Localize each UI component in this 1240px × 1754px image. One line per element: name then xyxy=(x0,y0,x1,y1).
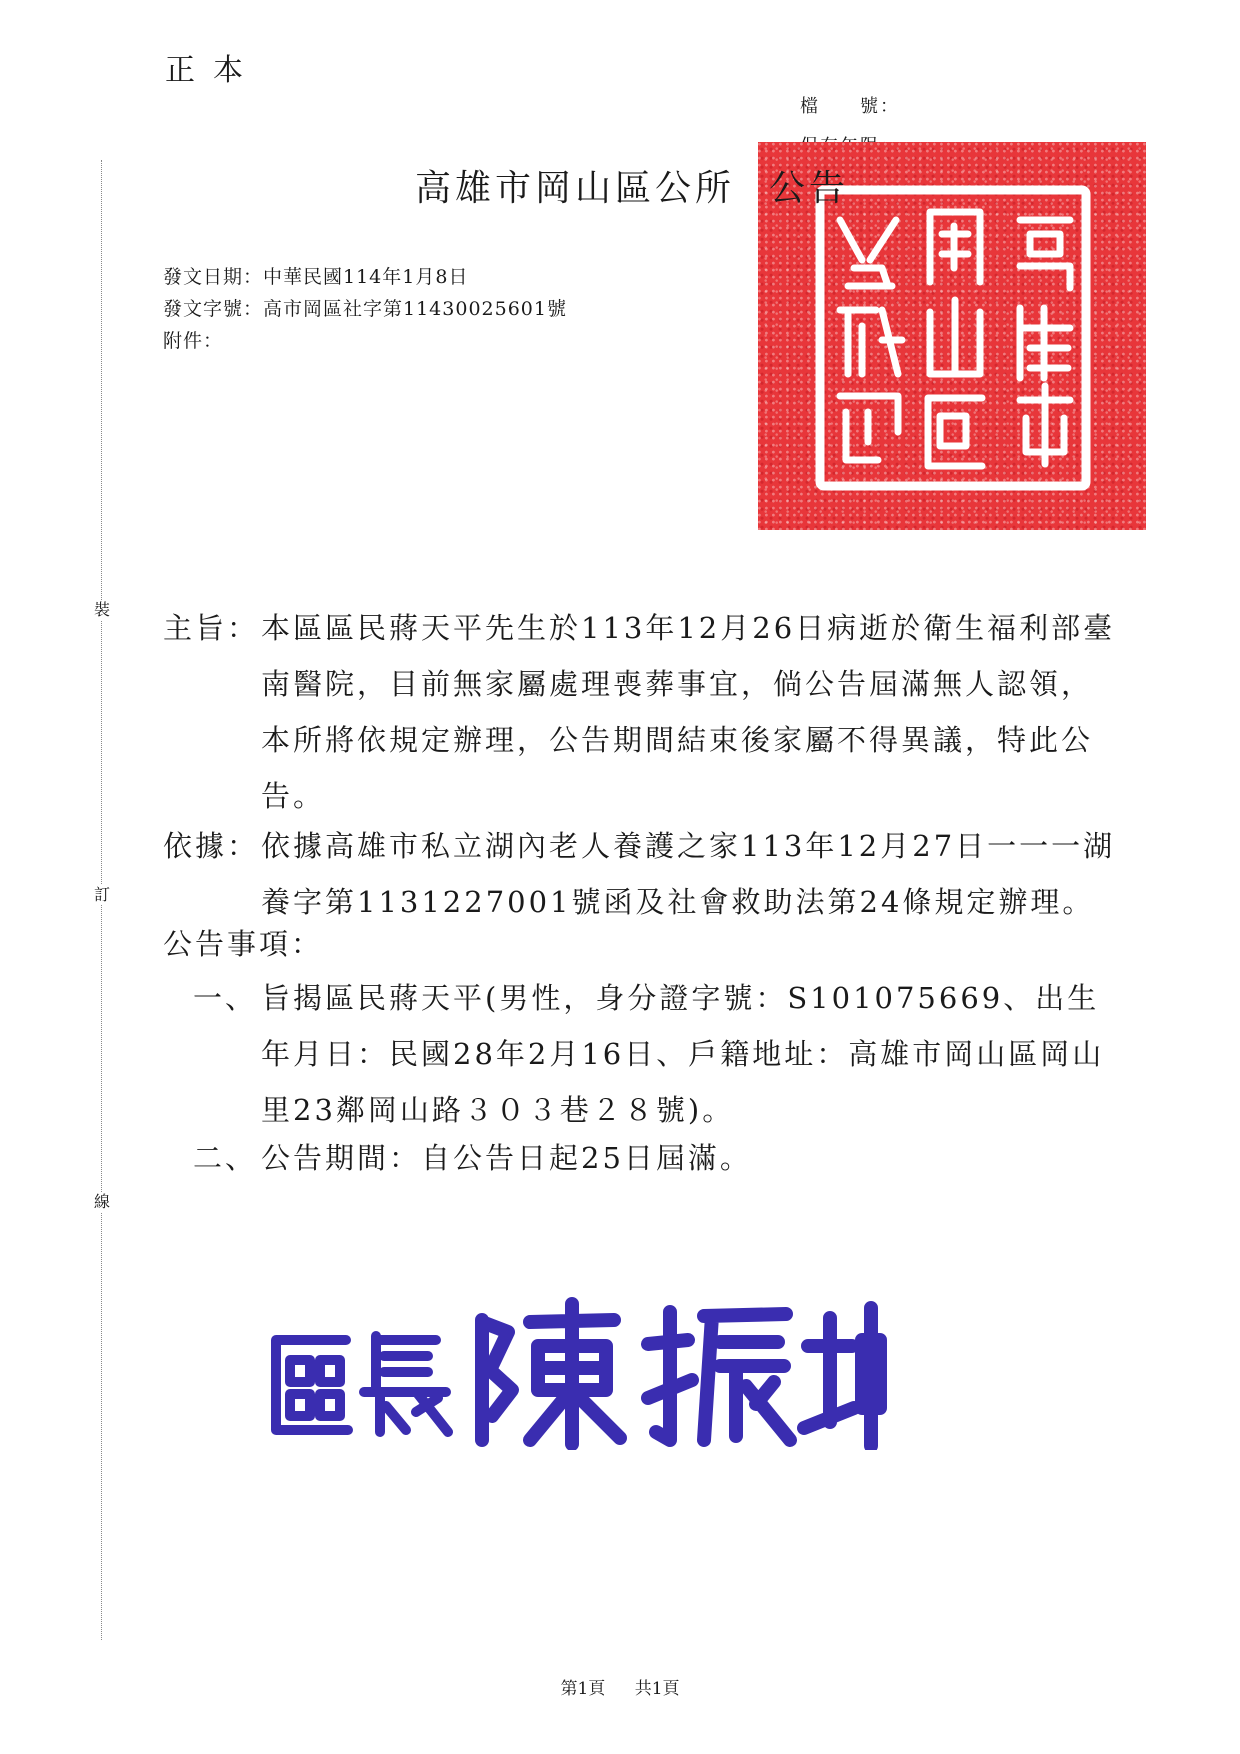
page-number: 第1頁 xyxy=(560,1679,606,1699)
item-number: 一、 xyxy=(193,981,258,1015)
binding-mark-ding: 訂 xyxy=(93,885,110,904)
document-title xyxy=(415,160,849,211)
subject-label: 主旨： xyxy=(163,611,260,645)
file-number-label: 檔 號： xyxy=(800,96,900,117)
binding-mark-xian: 線 xyxy=(93,1192,110,1211)
item-text: 公告期間：自公告日起25日屆滿。 xyxy=(261,1141,752,1175)
attachment-label: 附件： xyxy=(163,330,224,352)
item-number: 二、 xyxy=(193,1141,258,1175)
document-type: 公告 xyxy=(769,168,850,209)
agency-name: 高雄市岡山區公所 xyxy=(415,168,736,209)
subject-text: 本區區民蔣天平先生於113年12月26日病逝於衛生福利部臺南醫院，目前無家屬處理喪葬事宜，倘公告屆滿無人認領，本所將依規定辦理，公告期間結束後家屬不得異議，特此公告。 xyxy=(261,611,1116,813)
notice-item xyxy=(193,1130,1123,1186)
subject-section xyxy=(163,600,1123,824)
page-total: 共1頁 xyxy=(634,1679,680,1699)
basis-text: 依據高雄市私立湖內老人養護之家113年12月27日一一一湖養字第1131227001號函及社會救助法第24條規定辦理。 xyxy=(261,829,1116,919)
binding-mark-zhuang: 裝 xyxy=(93,600,110,619)
item-text: 旨揭區民蔣天平(男性，身分證字號：S101075669、出生年月日：民國28年2月16日、戶籍地址：高雄市岡山區岡山里23鄰岡山路３０３巷２８號)。 xyxy=(261,981,1105,1127)
issue-date: 發文日期：中華民國114年1月8日 xyxy=(163,266,469,288)
signature-glyphs xyxy=(268,1290,888,1450)
basis-section xyxy=(163,818,1123,930)
signature-stamp xyxy=(268,1290,888,1450)
items-heading: 公告事項： xyxy=(163,927,324,961)
notice-item xyxy=(193,970,1123,1138)
reference-number: 發文字號：高市岡區社字第11430025601號 xyxy=(163,298,567,320)
copy-mark: 正本 xyxy=(165,53,261,88)
page-footer xyxy=(0,1674,1240,1699)
basis-label: 依據： xyxy=(163,829,260,863)
